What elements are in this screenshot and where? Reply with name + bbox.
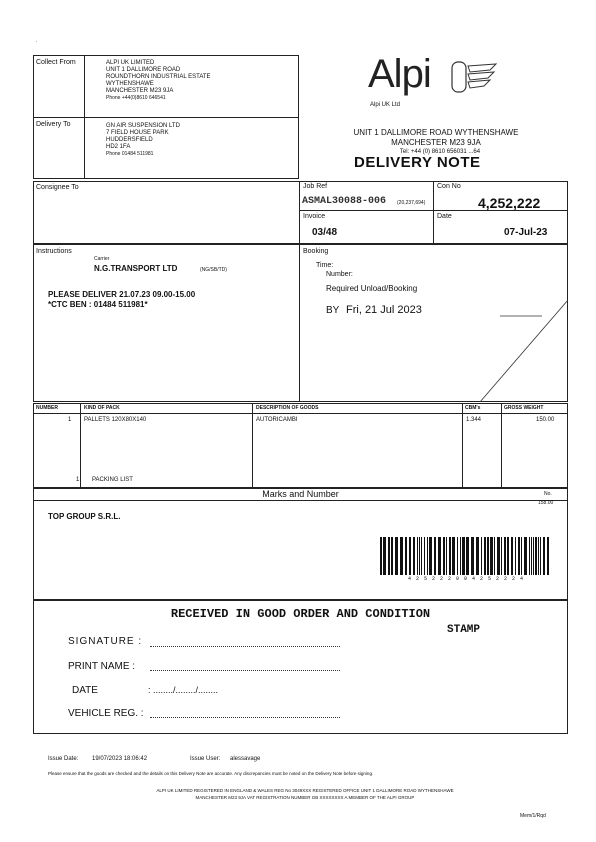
footer-disclaimer: Please ensure that the goods are checked and the details on this Delivery Note are accurate. Any discrepancies must be noted on the Delivery Note before signing. bbox=[48, 771, 374, 776]
job-ref-extra: (20,237,694) bbox=[397, 200, 426, 206]
table-row: 1 bbox=[76, 477, 80, 483]
barcode-bar bbox=[471, 537, 474, 575]
barcode-bar bbox=[405, 537, 407, 575]
job-ref-label: Job Ref bbox=[303, 183, 328, 190]
barcode-bar bbox=[501, 537, 502, 575]
booking-label: Booking bbox=[303, 248, 329, 255]
barcode-bar bbox=[484, 537, 486, 575]
barcode-bar bbox=[547, 537, 549, 575]
barcode-bar bbox=[466, 537, 469, 575]
goods-header-pack: KIND OF PACK bbox=[84, 405, 120, 411]
logo-subtitle: Alpi UK Ltd bbox=[370, 102, 401, 108]
barcode-bar bbox=[419, 537, 420, 575]
barcode-bar bbox=[529, 537, 530, 575]
goods-header-desc: DESCRIPTION OF GOODS bbox=[256, 405, 319, 411]
issue-date-value: 19/07/2023 18:06:42 bbox=[92, 756, 148, 762]
barcode-bar bbox=[533, 537, 534, 575]
barcode-bar bbox=[457, 537, 458, 575]
barcode-bar bbox=[507, 537, 509, 575]
barcode-bar bbox=[497, 537, 500, 575]
marks-no-label: No. bbox=[544, 491, 552, 497]
table-cell-pack: PACKING LIST bbox=[92, 477, 133, 483]
logo-wings-icon bbox=[450, 58, 498, 98]
barcode-bar bbox=[421, 537, 422, 575]
date-label: Date bbox=[437, 213, 452, 220]
date-value: 07-Jul-23 bbox=[504, 227, 548, 238]
print-name-label: PRINT NAME : bbox=[68, 661, 136, 672]
date-field-label: DATE bbox=[72, 685, 98, 696]
footer-page-ref: Mem/1/Rqd bbox=[520, 813, 546, 819]
barcode-bar bbox=[409, 537, 411, 575]
print-name-line[interactable] bbox=[150, 670, 340, 671]
booking-required: Required Unload/Booking bbox=[326, 284, 418, 293]
barcode-bar bbox=[452, 537, 455, 575]
consignee-section bbox=[33, 181, 568, 244]
marks-no-sub: 158.00 bbox=[538, 500, 554, 506]
vehicle-reg-label: VEHICLE REG. : bbox=[68, 708, 144, 719]
signature-line[interactable] bbox=[150, 646, 340, 647]
table-cell-weight: 150.00 bbox=[536, 417, 555, 423]
barcode-bar bbox=[424, 537, 425, 575]
barcode-bar bbox=[460, 537, 461, 575]
company-tel: Tel: +44 (0) 8610 656031 ...64 bbox=[399, 149, 481, 155]
barcode-bar bbox=[400, 537, 403, 575]
barcode-bar bbox=[383, 537, 386, 575]
table-row: 1 bbox=[68, 417, 72, 423]
barcode-bar bbox=[531, 537, 532, 575]
carrier-prefix: Carrier bbox=[94, 256, 110, 262]
consignee-label: Consignee To bbox=[36, 184, 79, 191]
barcode-bar bbox=[417, 537, 418, 575]
issue-user-value: alessavage bbox=[230, 756, 261, 762]
corner-mark: . bbox=[36, 38, 38, 44]
barcode-bar bbox=[511, 537, 513, 575]
consignor-name: TOP GROUP S.R.L. bbox=[48, 512, 121, 521]
barcode-bar bbox=[380, 537, 382, 575]
barcode-icon bbox=[378, 537, 554, 575]
stamp-label: STAMP bbox=[447, 624, 481, 636]
goods-header-number: NUMBER bbox=[36, 405, 58, 411]
barcode-bar bbox=[443, 537, 445, 575]
barcode-bar bbox=[515, 537, 516, 575]
barcode-bar bbox=[476, 537, 479, 575]
barcode-bar bbox=[449, 537, 451, 575]
barcode-bar bbox=[446, 537, 447, 575]
company-address-2: MANCHESTER M23 9JA bbox=[391, 138, 481, 147]
doc-title: DELIVERY NOTE bbox=[354, 154, 481, 171]
barcode-bar bbox=[395, 537, 398, 575]
barcode-bar bbox=[518, 537, 520, 575]
footer-reg-1: ALPI UK LIMITED REGISTERED IN ENGLAND & WALES REG No 3049XXX REGISTERED OFFICE UNIT 1 DALLIMORE ROAD WYTHENSHAWE bbox=[156, 788, 454, 793]
barcode-bar bbox=[504, 537, 506, 575]
barcode-bar bbox=[438, 537, 441, 575]
barcode-bar bbox=[524, 537, 527, 575]
barcode-bar bbox=[413, 537, 415, 575]
barcode-bar bbox=[391, 537, 393, 575]
goods-header-weight: GROSS WEIGHT bbox=[504, 405, 544, 411]
instructions-label: Instructions bbox=[36, 248, 72, 255]
con-no-label: Con No bbox=[437, 183, 461, 190]
barcode-bar bbox=[538, 537, 539, 575]
barcode-bar bbox=[490, 537, 493, 575]
barcode-bar bbox=[481, 537, 482, 575]
date-field-dots[interactable]: : ......../......../........ bbox=[148, 685, 219, 695]
booking-number-label: Number: bbox=[326, 271, 353, 278]
company-logo: Alpi bbox=[368, 52, 431, 96]
barcode-bar bbox=[521, 537, 522, 575]
table-cell-desc: AUTORICAMBI bbox=[256, 417, 298, 423]
barcode-bar bbox=[427, 537, 428, 575]
carrier-name: N.G.TRANSPORT LTD bbox=[94, 264, 178, 273]
barcode-bar bbox=[540, 537, 541, 575]
booking-by-value: Fri, 21 Jul 2023 bbox=[346, 304, 422, 316]
booking-diagonal bbox=[480, 300, 568, 402]
job-ref-value: ASMAL30088-006 bbox=[302, 196, 387, 207]
issue-date-label: Issue Date: bbox=[48, 756, 79, 762]
signature-label: SIGNATURE : bbox=[68, 636, 143, 647]
barcode-bar bbox=[388, 537, 390, 575]
con-no-value: 4,252,222 bbox=[478, 195, 541, 211]
marks-label: Marks and Number bbox=[262, 489, 339, 499]
collect-label: Collect From bbox=[36, 59, 76, 66]
delivery-label: Delivery To bbox=[36, 121, 71, 128]
vehicle-reg-line[interactable] bbox=[150, 717, 340, 718]
booking-time-label: Time: bbox=[316, 262, 334, 269]
barcode-bar bbox=[487, 537, 489, 575]
table-cell-pack: PALLETS 120X80X140 bbox=[84, 417, 147, 423]
instruction-line-1: PLEASE DELIVER 21.07.23 09.00-15.00 bbox=[48, 290, 196, 299]
barcode-bar bbox=[429, 537, 432, 575]
invoice-label: Invoice bbox=[303, 213, 326, 220]
table-cell-cbm: 1.344 bbox=[466, 417, 482, 423]
barcode-bar bbox=[434, 537, 436, 575]
goods-table bbox=[33, 403, 568, 488]
carrier-extra: (NG/SB/TD) bbox=[200, 267, 227, 273]
collect-address: ALPI UK LIMITED UNIT 1 DALLIMORE ROAD ROUNDTHORN INDUSTRIAL ESTATE WYTHENSHAWE MANCHESTER M23 9JA Phone +44(0)8610 646541 bbox=[106, 60, 211, 101]
barcode-bar bbox=[535, 537, 537, 575]
barcode-bar bbox=[494, 537, 495, 575]
booking-by-label: BY bbox=[326, 305, 340, 316]
company-address-1: UNIT 1 DALLIMORE ROAD WYTHENSHAWE bbox=[353, 128, 519, 137]
issue-user-label: Issue User: bbox=[190, 756, 221, 762]
invoice-value: 03/48 bbox=[312, 227, 338, 238]
instruction-line-2: *CTC BEN : 01484 511981* bbox=[48, 300, 148, 309]
goods-header-cbm: CBM's bbox=[465, 405, 481, 411]
barcode-text: 4 2 5 2 2 2 0 0 4 2 5 2 2 2 4 bbox=[407, 576, 524, 582]
received-title: RECEIVED IN GOOD ORDER AND CONDITION bbox=[170, 607, 431, 621]
barcode-bar bbox=[462, 537, 465, 575]
footer-reg-2: MANCHESTER M23 9JA VAT REGISTRATION NUMBER GB XXXXXXXX A MEMBER OF THE ALPI GROUP bbox=[195, 795, 415, 800]
barcode-bar bbox=[543, 537, 545, 575]
delivery-address: GN AIR SUSPENSION LTD 7 FIELD HOUSE PARK HUDDERSFIELD HD2 1FA Phone 01484 511981 bbox=[106, 123, 180, 157]
